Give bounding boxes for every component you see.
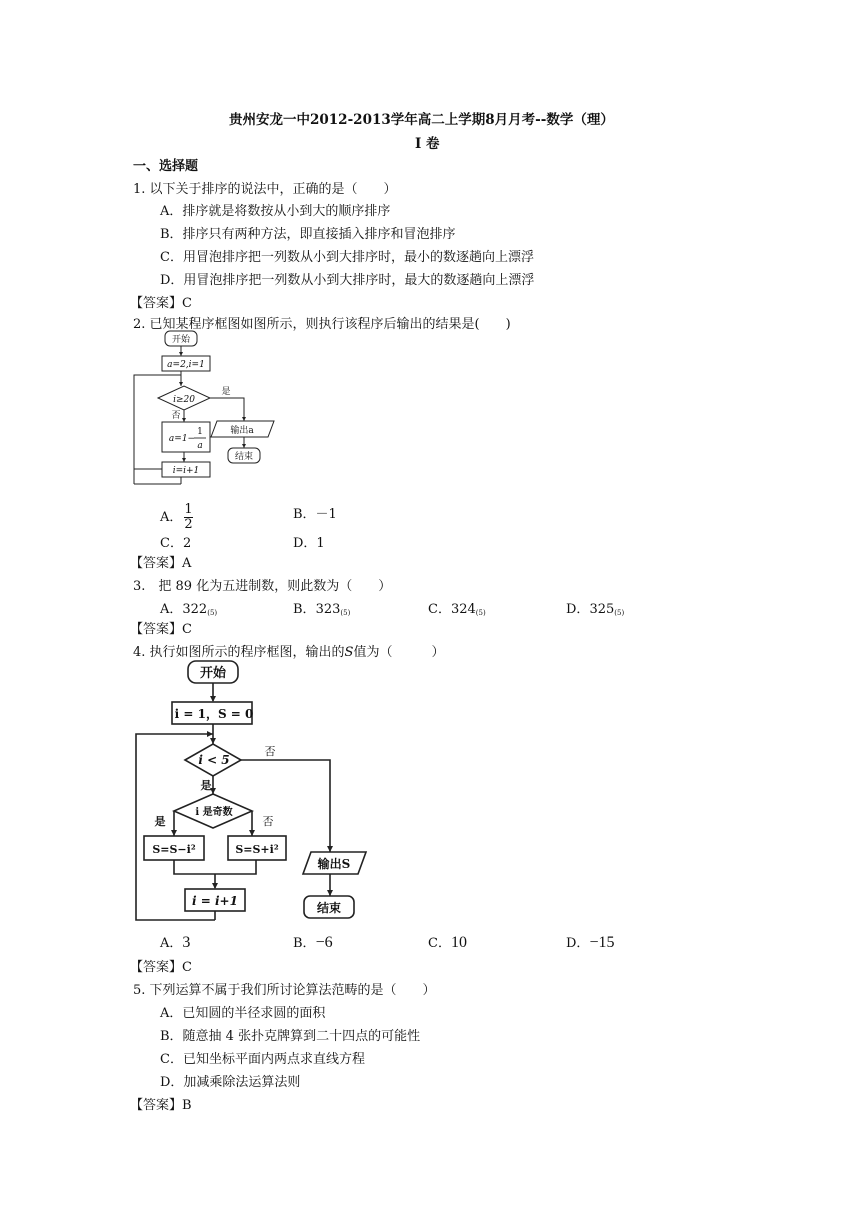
flow4-output-label: 输出S: [317, 857, 351, 871]
flow4-condition2-label: i 是奇数: [195, 807, 233, 818]
question-3-stem: 3. 把 89 化为五进制数，则此数为（ ）: [133, 579, 392, 594]
flow2-start-label: 开始: [171, 335, 191, 345]
option-value: 323: [315, 602, 341, 617]
stem-text: 4. 执行如图所示的程序框图，输出的: [133, 645, 345, 660]
flow4-end-label: 结束: [316, 901, 342, 915]
option-base: (5): [614, 609, 625, 617]
option-base: (5): [340, 609, 351, 617]
question-1-option-a: A．排序就是将数按从小到大的顺序排序: [160, 204, 391, 219]
question-5-answer: 【答案】B: [130, 1098, 192, 1113]
option-label: B．: [293, 602, 316, 617]
option-value: 10: [450, 934, 467, 951]
option-base: (5): [475, 609, 486, 617]
option-value: −6: [315, 934, 333, 951]
question-1-answer: 【答案】C: [130, 296, 192, 311]
question-5-option-d: D．加减乘除法运算法则: [160, 1075, 301, 1090]
question-3-answer: 【答案】C: [130, 622, 192, 637]
stem-variable: S: [344, 645, 354, 660]
volume-label: I 卷: [415, 136, 440, 152]
question-3-option-b: [293, 598, 350, 617]
question-4-option-a: [160, 932, 190, 952]
document-title: 贵州安龙一中2012-2013学年高二上学期8月月考--数学（理）: [229, 112, 614, 128]
flow4-incr-label: i = i+1: [192, 894, 238, 908]
question-4-option-d: [566, 932, 614, 952]
question-2-option-c: C．2: [160, 536, 192, 551]
option-value: 322: [182, 602, 208, 617]
question-1-option-d: D．用冒泡排序把一列数从小到大排序时，最大的数逐趟向上漂浮: [160, 273, 535, 288]
flow2-init-label: a=2,i=1: [167, 360, 205, 370]
question-4-answer: 【答案】C: [130, 960, 192, 975]
question-5-option-b: B．随意抽 4 张扑克牌算到二十四点的可能性: [160, 1029, 421, 1044]
question-1-option-c: C．用冒泡排序把一列数从小到大排序时，最小的数逐趟向上漂浮: [160, 250, 534, 265]
question-4-option-c: [428, 932, 467, 952]
flow2-assign-den: a: [197, 441, 203, 451]
question-2-option-d: D．1: [293, 536, 325, 551]
flow4-start-label: 开始: [199, 666, 227, 681]
question-5-stem: 5. 下列运算不属于我们所讨论算法范畴的是（ ）: [133, 983, 436, 998]
question-5-option-a: A．已知圆的半径求圆的面积: [160, 1006, 326, 1021]
flow2-assign-num: 1: [197, 427, 203, 437]
flow2-yes-label: 是: [221, 387, 231, 397]
fraction-numerator: 1: [184, 502, 193, 517]
question-5-option-c: C．已知坐标平面内两点求直线方程: [160, 1052, 365, 1067]
question-2-option-a-fraction: [184, 503, 192, 532]
question-2-stem: 2. 已知某程序框图如图所示，则执行该程序后输出的结果是( ): [133, 317, 511, 332]
flow4-init-label: i = 1，S = 0: [174, 707, 254, 721]
section-heading: 一、选择题: [133, 159, 199, 174]
flow2-no-label: 否: [171, 411, 181, 421]
option-base: (5): [207, 609, 218, 617]
flow2-end-label: 结束: [234, 452, 254, 462]
flow2-output-label: 输出a: [230, 426, 254, 436]
question-2-answer: 【答案】A: [130, 556, 192, 571]
flow4-left-box-label: S=S−i²: [152, 843, 196, 856]
question-3-option-c: [428, 598, 486, 617]
question-2-option-b: B．－1: [293, 507, 337, 522]
question-2-option-a: [160, 503, 193, 532]
option-value: −15: [589, 934, 615, 951]
question-4-flowchart: [130, 658, 375, 926]
flow4-no-label: 否: [264, 745, 276, 758]
option-label: D．: [566, 936, 590, 951]
option-label: B．: [293, 936, 316, 951]
flow4-no2-label: 否: [262, 815, 274, 828]
fraction-denominator: 2: [184, 517, 193, 532]
flow2-incr-label: i=i+1: [172, 466, 200, 476]
flow4-right-box-label: S=S+i²: [235, 843, 279, 856]
flow4-condition-label: i < 5: [198, 753, 230, 767]
flow4-yes-label: 是: [200, 779, 212, 792]
option-label: C．: [428, 936, 451, 951]
option-value: 324: [450, 602, 476, 617]
option-label: C．: [428, 602, 451, 617]
question-1-option-b: B．排序只有两种方法，即直接插入排序和冒泡排序: [160, 227, 456, 242]
question-2-flowchart: [128, 328, 288, 490]
flow2-condition-label: i≥20: [173, 395, 195, 405]
option-label: A．: [160, 602, 183, 617]
question-3-option-d: [566, 598, 624, 617]
question-4-option-b: [293, 932, 333, 952]
option-value: 3: [182, 934, 191, 951]
option-label: A．: [160, 936, 183, 951]
option-value: 325: [589, 602, 615, 617]
flow4-yes2-label: 是: [154, 815, 166, 828]
question-1-stem: 1. 以下关于排序的说法中，正确的是（ ）: [133, 182, 397, 197]
flow2-assign-label: a=1−: [168, 434, 196, 444]
stem-text-end: 值为（ ）: [353, 645, 445, 660]
option-label: D．: [566, 602, 590, 617]
question-3-option-a: [160, 598, 217, 617]
question-2-option-a-label: A．: [160, 510, 183, 525]
